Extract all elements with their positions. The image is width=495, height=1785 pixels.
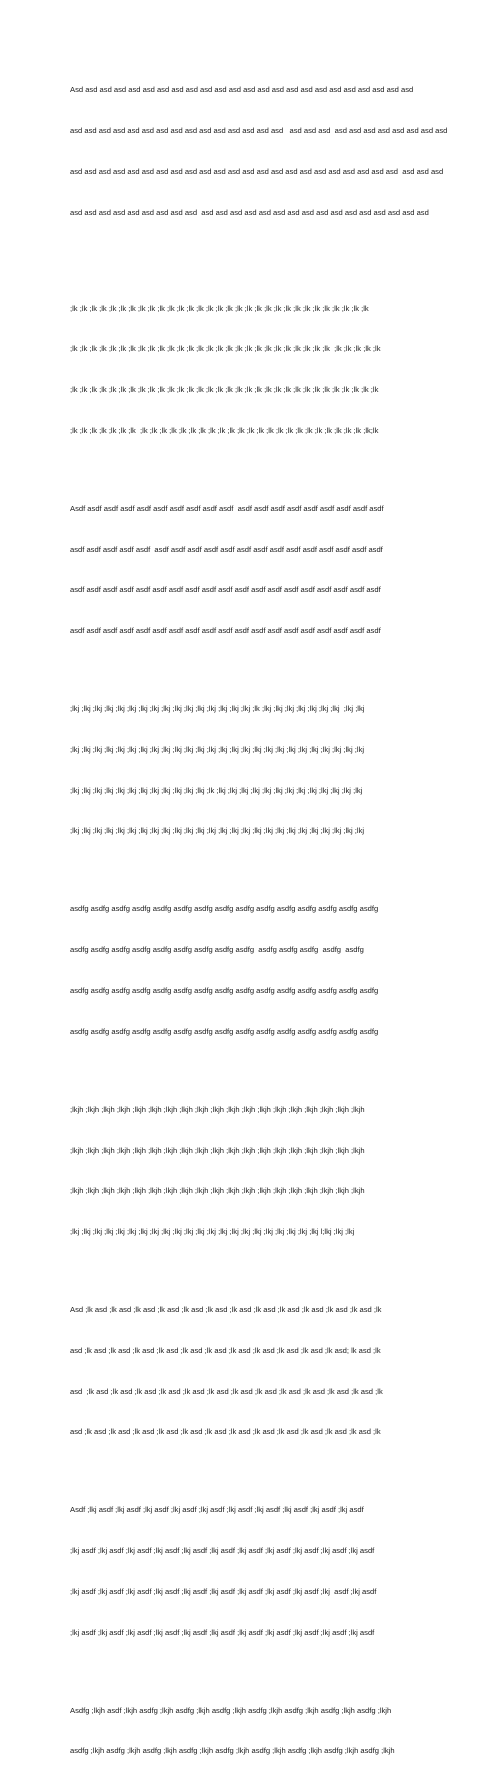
- text-line: ;lkj ;lkj ;lkj ;lkj ;lkj ;lkj ;lkj ;lkj ;lkj ;lkj ;lkj ;lkj ;lkj ;lkj ;lkj ;lkj ;lkj ;lkj ;lkj ;lkj ;lkj ;lkj ;lkj ;lkj ;lkj ;lkj: [70, 824, 439, 838]
- paragraph-4: [70, 675, 439, 865]
- text-line: asd ;lk asd ;lk asd ;lk asd ;lk asd ;lk asd ;lk asd ;lk asd ;lk asd ;lk asd ;lk asd ;lk asd; lk asd ;lk: [70, 1344, 439, 1358]
- text-line: asd ;lk asd ;lk asd ;lk asd ;lk asd ;lk asd ;lk asd ;lk asd ;lk asd ;lk asd ;lk asd ;lk asd ;lk asd ;lk: [70, 1425, 439, 1439]
- text-line: Asdf ;lkj asdf ;lkj asdf ;lkj asdf ;lkj asdf ;lkj asdf ;lkj asdf ;lkj asdf ;lkj asdf ;lkj asdf ;lkj asdf: [70, 1503, 439, 1517]
- text-line: ;lkj ;lkj ;lkj ;lkj ;lkj ;lkj ;lkj ;lkj ;lkj ;lkj ;lkj ;lkj ;lkj ;lkj ;lkj ;lkj ;lk ;lkj ;lkj ;lkj ;lkj ;lkj ;lkj ;lkj ;lkj ;lkj: [70, 702, 439, 716]
- text-line: ;lkj ;lkj ;lkj ;lkj ;lkj ;lkj ;lkj ;lkj ;lkj ;lkj ;lkj ;lkj ;lkj ;lkj ;lkj ;lkj ;lkj ;lkj ;lkj ;lkj ;lkj ;lkj ;lkj ;lkj ;lkj ;lkj: [70, 743, 439, 757]
- text-line: ;lk ;lk ;lk ;lk ;lk ;lk ;lk ;lk ;lk ;lk ;lk ;lk ;lk ;lk ;lk ;lk ;lk ;lk ;lk ;lk ;lk ;lk ;lk ;lk ;lk ;lk ;lk ;lk ;lk ;lk ;lk ;lk: [70, 383, 439, 397]
- text-line: ;lk ;lk ;lk ;lk ;lk ;lk ;lk ;lk ;lk ;lk ;lk ;lk ;lk ;lk ;lk ;lk ;lk ;lk ;lk ;lk ;lk ;lk ;lk ;lk ;lk ;lk ;lk ;lk ;lk ;lk ;lk: [70, 302, 439, 316]
- text-line: ;lkj asdf ;lkj asdf ;lkj asdf ;lkj asdf ;lkj asdf ;lkj asdf ;lkj asdf ;lkj asdf ;lkj asdf ;lkj asdf ;lkj asdf: [70, 1585, 439, 1599]
- text-line: ;lkjh ;lkjh ;lkjh ;lkjh ;lkjh ;lkjh ;lkjh ;lkjh ;lkjh ;lkjh ;lkjh ;lkjh ;lkjh ;lkjh ;lkjh ;lkjh ;lkjh ;lkjh ;lkjh: [70, 1184, 439, 1198]
- paragraph-5: [70, 875, 439, 1065]
- text-line: ;lkjh ;lkjh ;lkjh ;lkjh ;lkjh ;lkjh ;lkjh ;lkjh ;lkjh ;lkjh ;lkjh ;lkjh ;lkjh ;lkjh ;lkjh ;lkjh ;lkjh ;lkjh ;lkjh: [70, 1103, 439, 1117]
- paragraph-8: [70, 1476, 439, 1666]
- text-line: asd asd asd asd asd asd asd asd asd asd asd asd asd asd asd asd asd asd asd asd asd asd asd asd asd asd: [70, 165, 439, 179]
- paragraph-1: [70, 56, 439, 246]
- text-line: asdfg asdfg asdfg asdfg asdfg asdfg asdfg asdfg asdfg asdfg asdfg asdfg asdfg asdfg: [70, 943, 439, 957]
- text-line: asdf asdf asdf asdf asdf asdf asdf asdf asdf asdf asdf asdf asdf asdf asdf asdf asdf asdf asdf: [70, 624, 439, 638]
- text-line: asdf asdf asdf asdf asdf asdf asdf asdf asdf asdf asdf asdf asdf asdf asdf asdf asdf asdf asdf: [70, 543, 439, 557]
- text-line: asdfg ;lkjh asdfg ;lkjh asdfg ;lkjh asdfg ;lkjh asdfg ;lkjh asdfg ;lkjh asdfg ;lkjh asdfg ;lkjh asdfg ;lkjh: [70, 1744, 439, 1758]
- text-line: Asd asd asd asd asd asd asd asd asd asd asd asd asd asd asd asd asd asd asd asd asd asd asd asd: [70, 83, 439, 97]
- text-line: ;lk ;lk ;lk ;lk ;lk ;lk ;lk ;lk ;lk ;lk ;lk ;lk ;lk ;lk ;lk ;lk ;lk ;lk ;lk ;lk ;lk ;lk ;lk ;lk ;lk ;lk ;lk ;lk ;lk ;lk ;lk;lk: [70, 424, 439, 438]
- paragraph-3: [70, 475, 439, 665]
- text-line: asdfg asdfg asdfg asdfg asdfg asdfg asdfg asdfg asdfg asdfg asdfg asdfg asdfg asdfg asdfg: [70, 902, 439, 916]
- text-line: asd asd asd asd asd asd asd asd asd asd asd asd asd asd asd asd asd asd asd asd asd asd asd asd asd: [70, 206, 439, 220]
- text-line: ;lkj ;lkj ;lkj ;lkj ;lkj ;lkj ;lkj ;lkj ;lkj ;lkj ;lkj ;lkj ;lk ;lkj ;lkj ;lkj ;lkj ;lkj ;lkj ;lkj ;lkj ;lkj ;lkj ;lkj ;lkj ;lkj: [70, 784, 439, 798]
- text-line: asdf asdf asdf asdf asdf asdf asdf asdf asdf asdf asdf asdf asdf asdf asdf asdf asdf asdf asdf: [70, 583, 439, 597]
- text-line: ;lkjh ;lkjh ;lkjh ;lkjh ;lkjh ;lkjh ;lkjh ;lkjh ;lkjh ;lkjh ;lkjh ;lkjh ;lkjh ;lkjh ;lkjh ;lkjh ;lkjh ;lkjh ;lkjh: [70, 1144, 439, 1158]
- paragraph-9: [70, 1677, 439, 1785]
- text-line: Asdfg ;lkjh asdf ;lkjh asdfg ;lkjh asdfg ;lkjh asdfg ;lkjh asdfg ;lkjh asdfg ;lkjh asdfg ;lkjh asdfg ;lkjh: [70, 1704, 439, 1718]
- text-line: Asdf asdf asdf asdf asdf asdf asdf asdf asdf asdf asdf asdf asdf asdf asdf asdf asdf asdf asdf: [70, 502, 439, 516]
- text-line: asd asd asd asd asd asd asd asd asd asd asd asd asd asd asd asd asd asd asd asd asd asd asd asd asd asd: [70, 124, 439, 138]
- text-line: asdfg asdfg asdfg asdfg asdfg asdfg asdfg asdfg asdfg asdfg asdfg asdfg asdfg asdfg asdfg: [70, 1025, 439, 1039]
- text-line: Asd ;lk asd ;lk asd ;lk asd ;lk asd ;lk asd ;lk asd ;lk asd ;lk asd ;lk asd ;lk asd ;lk asd ;lk asd ;lk: [70, 1303, 439, 1317]
- text-line: ;lkj ;lkj ;lkj ;lkj ;lkj ;lkj ;lkj ;lkj ;lkj ;lkj ;lkj ;lkj ;lkj ;lkj ;lkj ;lkj ;lkj ;lkj ;lkj ;lkj ;lkj ;lkj l;lkj ;lkj ;lkj: [70, 1225, 439, 1239]
- document-page: [0, 0, 495, 640]
- text-line: ;lkj asdf ;lkj asdf ;lkj asdf ;lkj asdf ;lkj asdf ;lkj asdf ;lkj asdf ;lkj asdf ;lkj asdf ;lkj asdf ;lkj asdf: [70, 1544, 439, 1558]
- paragraph-2: [70, 274, 439, 464]
- text-line: asdfg asdfg asdfg asdfg asdfg asdfg asdfg asdfg asdfg asdfg asdfg asdfg asdfg asdfg asdfg: [70, 984, 439, 998]
- text-line: asd ;lk asd ;lk asd ;lk asd ;lk asd ;lk asd ;lk asd ;lk asd ;lk asd ;lk asd ;lk asd ;lk asd ;lk asd ;lk: [70, 1385, 439, 1399]
- text-line: ;lkj asdf ;lkj asdf ;lkj asdf ;lkj asdf ;lkj asdf ;lkj asdf ;lkj asdf ;lkj asdf ;lkj asdf ;lkj asdf ;lkj asdf: [70, 1626, 439, 1640]
- text-line: ;lk ;lk ;lk ;lk ;lk ;lk ;lk ;lk ;lk ;lk ;lk ;lk ;lk ;lk ;lk ;lk ;lk ;lk ;lk ;lk ;lk ;lk ;lk ;lk ;lk ;lk ;lk ;lk ;lk ;lk ;lk ;lk: [70, 342, 439, 356]
- paragraph-6: [70, 1076, 439, 1266]
- paragraph-7: [70, 1276, 439, 1466]
